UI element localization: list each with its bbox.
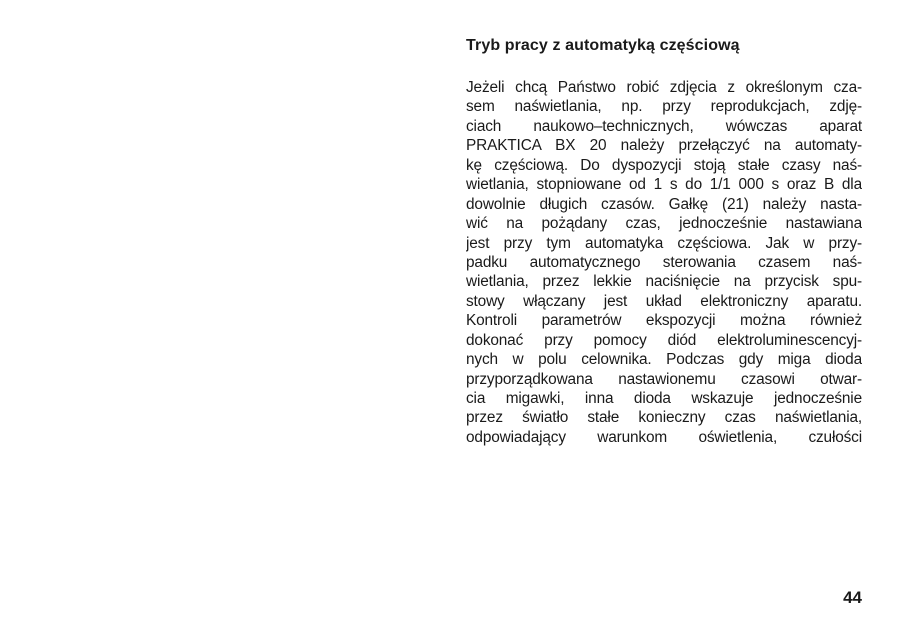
paragraph-line-16: przyporządkowana nastawionemu czasowi otwar-	[466, 370, 862, 388]
paragraph-line-18: przez światło stałe konieczny czas naświetlania,	[466, 409, 862, 427]
section-title: Tryb pracy z automatyką częściową	[466, 37, 740, 54]
paragraph-line-1: Jeżeli chcą Państwo robić zdjęcia z określonym cza-	[466, 79, 862, 96]
paragraph-line-2: sem naświetlania, np. przy reprodukcjach, zdję-	[466, 98, 862, 116]
paragraph-line-14: dokonać przy pomocy diód elektroluminescencyj-	[466, 331, 862, 349]
paragraph-line-19: odpowiadający warunkom oświetlenia, czułości	[466, 428, 862, 446]
paragraph-line-12: stowy włączany jest układ elektroniczny aparatu.	[466, 292, 862, 310]
paragraph-line-8: wić na pożądany czas, jednocześnie nastawiana	[466, 215, 862, 233]
paragraph-line-4: PRAKTICA BX 20 należy przełączyć na automaty-	[466, 137, 862, 155]
page-number: 44	[843, 588, 862, 607]
paragraph-line-5: kę częściową. Do dyspozycji stoją stałe czasy naś-	[466, 156, 862, 174]
paragraph-line-10: padku automatycznego sterowania czasem naś-	[466, 253, 862, 271]
paragraph-line-6: wietlania, stopniowane od 1 s do 1/1 000 s oraz B dla	[466, 176, 862, 194]
paragraph-line-11: wietlania, przez lekkie naciśnięcie na przycisk spu-	[466, 273, 862, 291]
body-paragraph	[466, 78, 862, 447]
paragraph-line-9: jest przy tym automatyka częściowa. Jak w przy-	[466, 234, 862, 252]
paragraph-line-3: ciach naukowo–technicznych, wówczas aparat	[466, 117, 862, 135]
text-column	[466, 36, 862, 447]
paragraph-line-15: nych w polu celownika. Podczas gdy miga dioda	[466, 351, 862, 369]
paragraph-line-17: cia migawki, inna dioda wskazuje jednocześnie	[466, 390, 862, 407]
paragraph-line-13: Kontroli parametrów ekspozycji można również	[466, 312, 862, 330]
paragraph-line-7: dowolnie długich czasów. Gałkę (21) należy nasta-	[466, 195, 862, 213]
